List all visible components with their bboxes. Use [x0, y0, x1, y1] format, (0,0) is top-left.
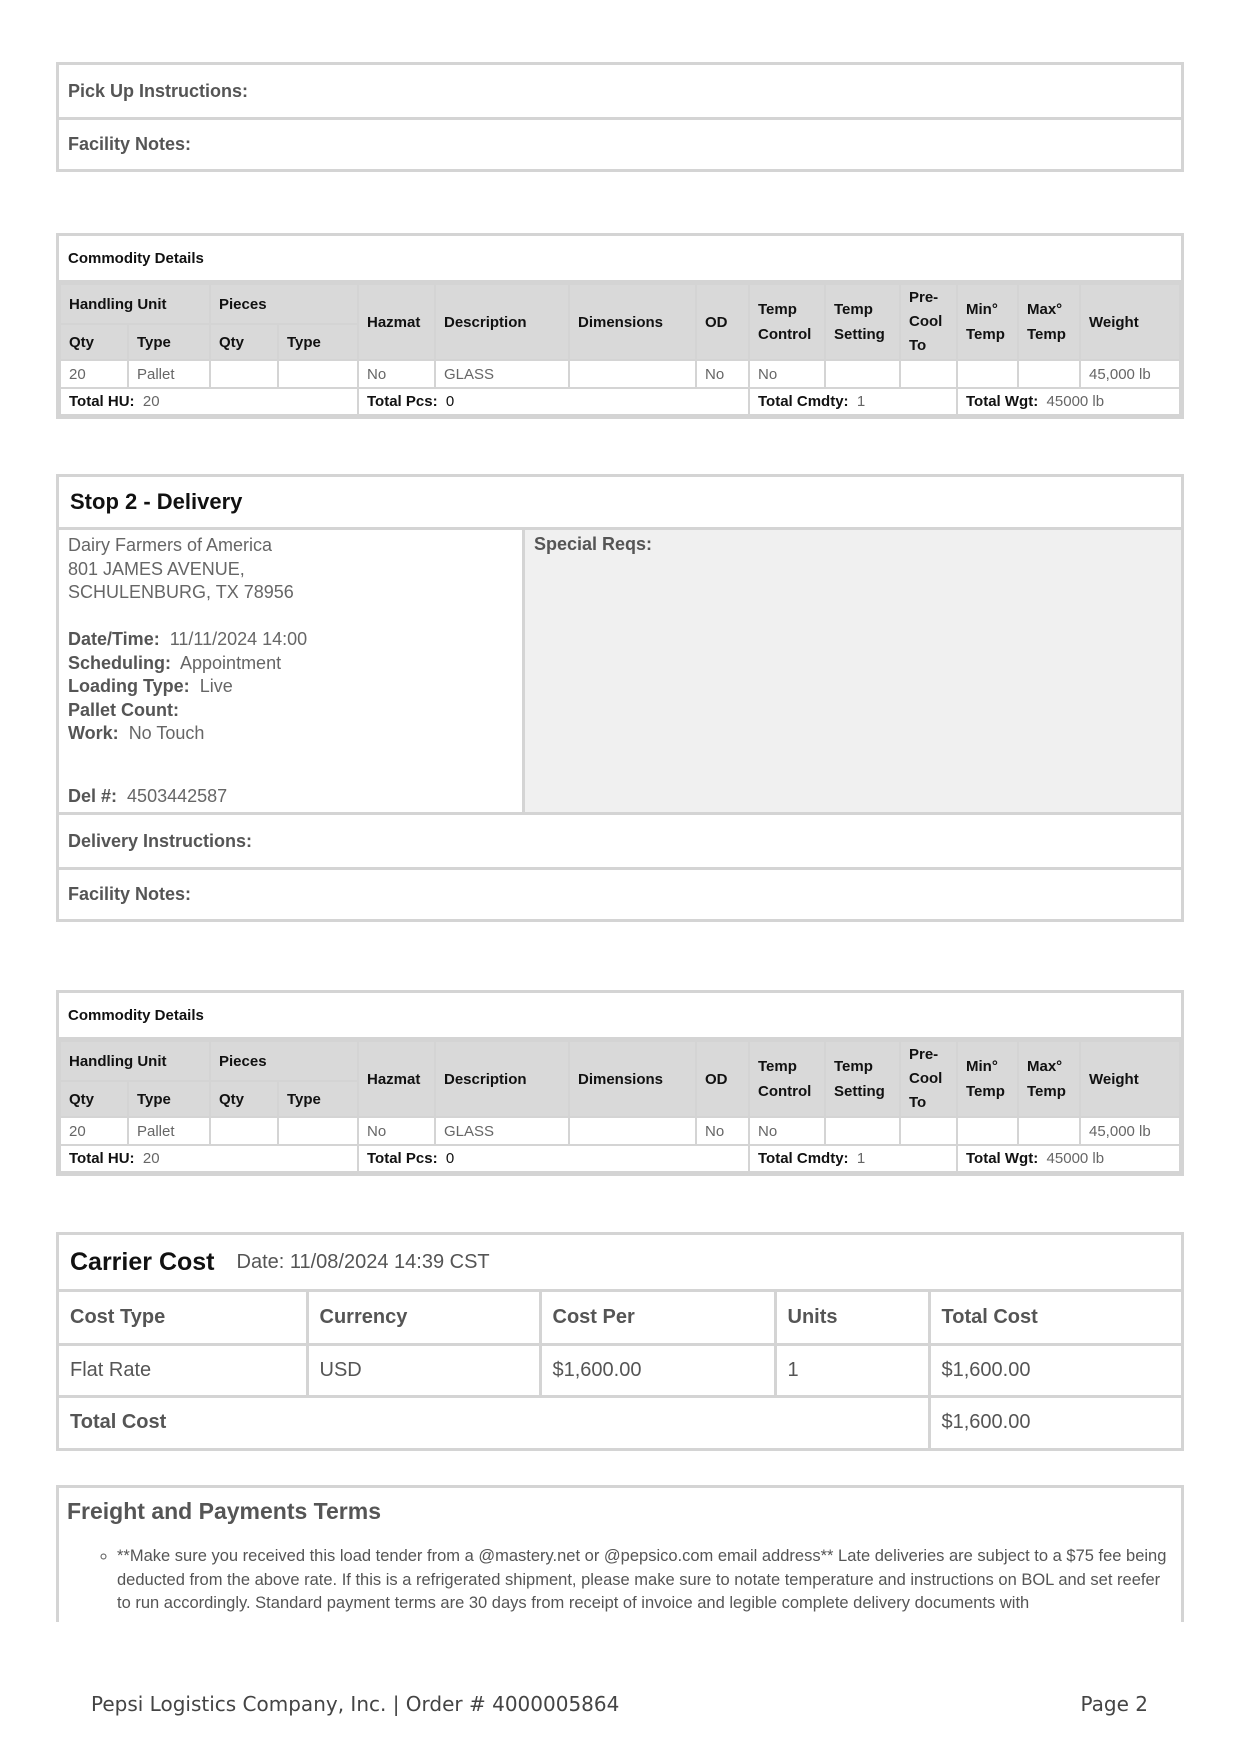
cost-header-row [59, 1292, 1181, 1344]
th-pc-type: Type [278, 324, 358, 360]
th-min-temp: Min° Temp [957, 284, 1018, 360]
facility-name: Dairy Farmers of America [68, 535, 273, 555]
commodity-title: Commodity Details [59, 993, 1181, 1040]
th-hazmat: Hazmat [358, 284, 435, 360]
carrier-cost-header [59, 1235, 1181, 1292]
carrier-cost-title: Carrier Cost [70, 1247, 215, 1276]
th-cost-per: Cost Per [540, 1292, 775, 1344]
pc-type [278, 1117, 358, 1145]
th-hu-type: Type [128, 324, 210, 360]
totals-row [60, 388, 1180, 415]
cost-per: $1,600.00 [540, 1344, 775, 1396]
units: 1 [775, 1344, 929, 1396]
total-pcs: Total Pcs: 0 [358, 1145, 749, 1172]
th-max-temp: Max° Temp [1018, 1041, 1080, 1117]
total-wgt: Total Wgt: 45000 lb [957, 388, 1180, 415]
table-row [60, 360, 1180, 388]
stop2-body [59, 530, 1181, 815]
stop2-title: Stop 2 - Delivery [59, 477, 1181, 530]
max-temp [1018, 360, 1080, 388]
th-pieces: Pieces [210, 1041, 358, 1081]
scheduling: Scheduling: Appointment [68, 652, 282, 673]
currency: USD [307, 1344, 540, 1396]
th-hazmat: Hazmat [358, 1041, 435, 1117]
min-temp [957, 1117, 1018, 1145]
freight-terms-box [56, 1485, 1184, 1622]
description: GLASS [435, 360, 569, 388]
hazmat: No [358, 1117, 435, 1145]
freight-terms-list [59, 1545, 1181, 1616]
list-item: ◦ **Make sure you received this load tender from a @mastery.net or @pepsico.com email address** Late deliveries are subject to a $75 fee being deducted from the above rate. If this is a refrigerated shipment, please make sure to notate temperature and instructions on BOL and set reefer to run accordingly. Standard payment terms are 30 days from receipt of invoice and legible complete delivery documents with [117, 1545, 1181, 1616]
weight: 45,000 lb [1080, 360, 1180, 388]
th-weight: Weight [1080, 1041, 1180, 1117]
th-precool: Pre- Cool To [900, 284, 957, 360]
total-cmdty: Total Cmdty: 1 [749, 388, 957, 415]
th-units: Units [775, 1292, 929, 1344]
th-pc-qty: Qty [210, 324, 278, 360]
address-line2: SCHULENBURG, TX 78956 [68, 582, 294, 602]
th-cost-type: Cost Type [59, 1292, 307, 1344]
dimensions [569, 1117, 696, 1145]
commodity-table [59, 283, 1181, 416]
dimensions [569, 360, 696, 388]
th-min-temp: Min° Temp [957, 1041, 1018, 1117]
max-temp [1018, 1117, 1080, 1145]
footer-page-number: Page 2 [1080, 1692, 1148, 1716]
totals-row [60, 1145, 1180, 1172]
delivery-instructions: Delivery Instructions: [68, 830, 253, 851]
od: No [696, 360, 749, 388]
total-hu: Total HU: 20 [60, 388, 358, 415]
th-od: OD [696, 284, 749, 360]
th-max-temp: Max° Temp [1018, 284, 1080, 360]
th-temp-setting: Temp Setting [825, 1041, 900, 1117]
freight-terms-title: Freight and Payments Terms [67, 1498, 381, 1524]
special-reqs: Special Reqs: [525, 530, 1181, 812]
address-line1: 801 JAMES AVENUE, [68, 558, 245, 579]
total-cmdty: Total Cmdty: 1 [749, 1145, 957, 1172]
th-temp-setting: Temp Setting [825, 284, 900, 360]
description: GLASS [435, 1117, 569, 1145]
commodity-details-2 [56, 990, 1184, 1176]
carrier-cost-table [59, 1292, 1181, 1448]
hu-qty: 20 [60, 1117, 128, 1145]
footer-company-order: Pepsi Logistics Company, Inc. | Order # 4000005864 [91, 1692, 620, 1716]
pc-qty [210, 360, 278, 388]
th-temp-control: Temp Control [749, 284, 825, 360]
carrier-cost-box [56, 1232, 1184, 1451]
carrier-cost-date: Date: 11/08/2024 14:39 CST [236, 1250, 490, 1273]
cost-type: Flat Rate [59, 1344, 307, 1396]
hazmat: No [358, 360, 435, 388]
pc-type [278, 360, 358, 388]
table-row [59, 1344, 1181, 1396]
stop2-address-panel [59, 530, 525, 812]
th-weight: Weight [1080, 284, 1180, 360]
pallet-count: Pallet Count: [68, 699, 179, 720]
th-dimensions: Dimensions [569, 1041, 696, 1117]
hu-type: Pallet [128, 1117, 210, 1145]
temp-control: No [749, 360, 825, 388]
stop1-instructions-box [56, 62, 1184, 172]
hu-type: Pallet [128, 360, 210, 388]
precool [900, 1117, 957, 1145]
th-description: Description [435, 284, 569, 360]
stop2-box [56, 474, 1184, 922]
precool [900, 360, 957, 388]
th-pc-qty: Qty [210, 1081, 278, 1117]
th-handling-unit: Handling Unit [60, 284, 210, 324]
total-hu: Total HU: 20 [60, 1145, 358, 1172]
th-dimensions: Dimensions [569, 284, 696, 360]
loading-type: Loading Type: Live [68, 676, 233, 696]
total-pcs: Total Pcs: 0 [358, 388, 749, 415]
th-handling-unit: Handling Unit [60, 1041, 210, 1081]
temp-control: No [749, 1117, 825, 1145]
th-precool: Pre- Cool To [900, 1041, 957, 1117]
del-number: Del #: 4503442587 [68, 785, 228, 806]
work: Work: No Touch [68, 723, 205, 743]
th-pc-type: Type [278, 1081, 358, 1117]
th-temp-control: Temp Control [749, 1041, 825, 1117]
facility-notes: Facility Notes: [59, 117, 1181, 169]
commodity-title: Commodity Details [59, 236, 1181, 283]
th-hu-qty: Qty [60, 324, 128, 360]
od: No [696, 1117, 749, 1145]
th-pieces: Pieces [210, 284, 358, 324]
th-description: Description [435, 1041, 569, 1117]
th-currency: Currency [307, 1292, 540, 1344]
facility-notes: Facility Notes: [59, 867, 1181, 919]
total-cost-value: $1,600.00 [929, 1396, 1181, 1448]
total-cost-label: Total Cost [59, 1396, 929, 1448]
hu-qty: 20 [60, 360, 128, 388]
commodity-table [59, 1040, 1181, 1173]
total-cost: $1,600.00 [929, 1344, 1181, 1396]
th-od: OD [696, 1041, 749, 1117]
temp-setting [825, 360, 900, 388]
th-hu-qty: Qty [60, 1081, 128, 1117]
weight: 45,000 lb [1080, 1117, 1180, 1145]
pc-qty [210, 1117, 278, 1145]
table-row [60, 1117, 1180, 1145]
min-temp [957, 360, 1018, 388]
pickup-instructions: Pick Up Instructions: [68, 80, 249, 101]
th-hu-type: Type [128, 1081, 210, 1117]
commodity-details-1 [56, 233, 1184, 419]
th-total-cost: Total Cost [929, 1292, 1181, 1344]
total-wgt: Total Wgt: 45000 lb [957, 1145, 1180, 1172]
total-row [59, 1396, 1181, 1448]
datetime: Date/Time: 11/11/2024 14:00 [68, 629, 308, 649]
temp-setting [825, 1117, 900, 1145]
